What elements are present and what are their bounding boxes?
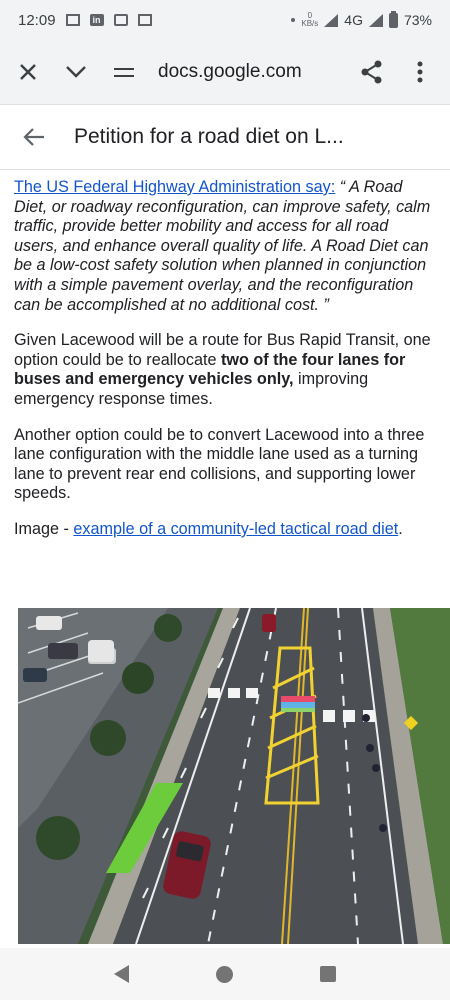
signal-icon-2: [369, 14, 383, 27]
bus-lanes-text-end: improving emergency response times.: [14, 370, 369, 408]
chevron-down-icon: [65, 65, 87, 79]
nav-home-icon[interactable]: [216, 966, 233, 983]
paragraph-three-lane: Another option could be to convert Lacewood into a three lane configuration with the middle lane used as a turning lane to prevent rear end collisions, and supporting lower speeds.: [14, 425, 425, 503]
signal-icon: [324, 14, 338, 27]
network-speed-value: 0: [307, 11, 313, 20]
site-settings-button[interactable]: [100, 48, 148, 96]
doc-header: [0, 104, 450, 170]
card-icon: [114, 14, 128, 26]
network-type: 4G: [344, 12, 363, 28]
image-caption-period: .: [398, 519, 403, 538]
doc-content: [14, 178, 436, 556]
arrow-back-icon: [23, 127, 45, 147]
network-speed: [301, 12, 318, 28]
expand-button[interactable]: [52, 48, 100, 96]
close-tab-button[interactable]: [4, 48, 52, 96]
system-nav-bar: [0, 948, 450, 1000]
battery-percent: 73%: [403, 12, 432, 28]
image-caption-text: Image -: [14, 519, 74, 538]
browser-toolbar: [0, 40, 450, 104]
fhwa-quote: “ A Road Diet, or roadway reconfiguration, can improve safety, calm traffic, provide better mobility and access for all road users, and enhance overall quality of life. A Road Diet can be a low-cost safety solution when planned in conjunction with a simple pavement overlay, and the reconfiguration can be accomplished at no additional cost. ”: [14, 178, 431, 314]
paragraph-bus-lanes: [14, 331, 436, 409]
more-vert-icon: [417, 61, 423, 83]
nav-recents-icon[interactable]: [320, 966, 336, 982]
paragraph-image-caption: [14, 520, 436, 540]
bus-lanes-bold: two of the four lanes for buses and emergency vehicles only,: [14, 350, 406, 389]
url-text[interactable]: docs.google.com: [158, 61, 302, 82]
status-bar: [0, 0, 450, 40]
doc-title: Petition for a road diet on L...: [74, 125, 344, 148]
gmail-icon: [66, 14, 80, 26]
road-diet-example-link[interactable]: example of a community-led tactical road diet: [73, 519, 399, 538]
paragraph-quote: [14, 178, 436, 315]
road-diet-illustration: [18, 608, 450, 944]
close-icon: [19, 63, 37, 81]
network-speed-unit: KB/s: [301, 19, 319, 28]
road-diet-photo: [18, 608, 450, 944]
share-button[interactable]: [348, 48, 396, 96]
notification-dot-icon: [291, 18, 295, 22]
battery-icon: [389, 13, 398, 28]
tune-icon: [114, 64, 134, 80]
nav-back-icon[interactable]: [114, 965, 129, 983]
news-icon: [138, 14, 152, 26]
menu-button[interactable]: [396, 48, 444, 96]
share-icon: [361, 60, 383, 84]
bus-lanes-text: Given Lacewood will be a route for Bus Rapid Transit, one option could be to reallocate: [14, 331, 431, 369]
fhwa-link[interactable]: The US Federal Highway Administration say:: [14, 178, 336, 196]
back-button[interactable]: [6, 109, 62, 165]
linkedin-icon: in: [90, 14, 104, 26]
status-time: 12:09: [18, 11, 56, 29]
